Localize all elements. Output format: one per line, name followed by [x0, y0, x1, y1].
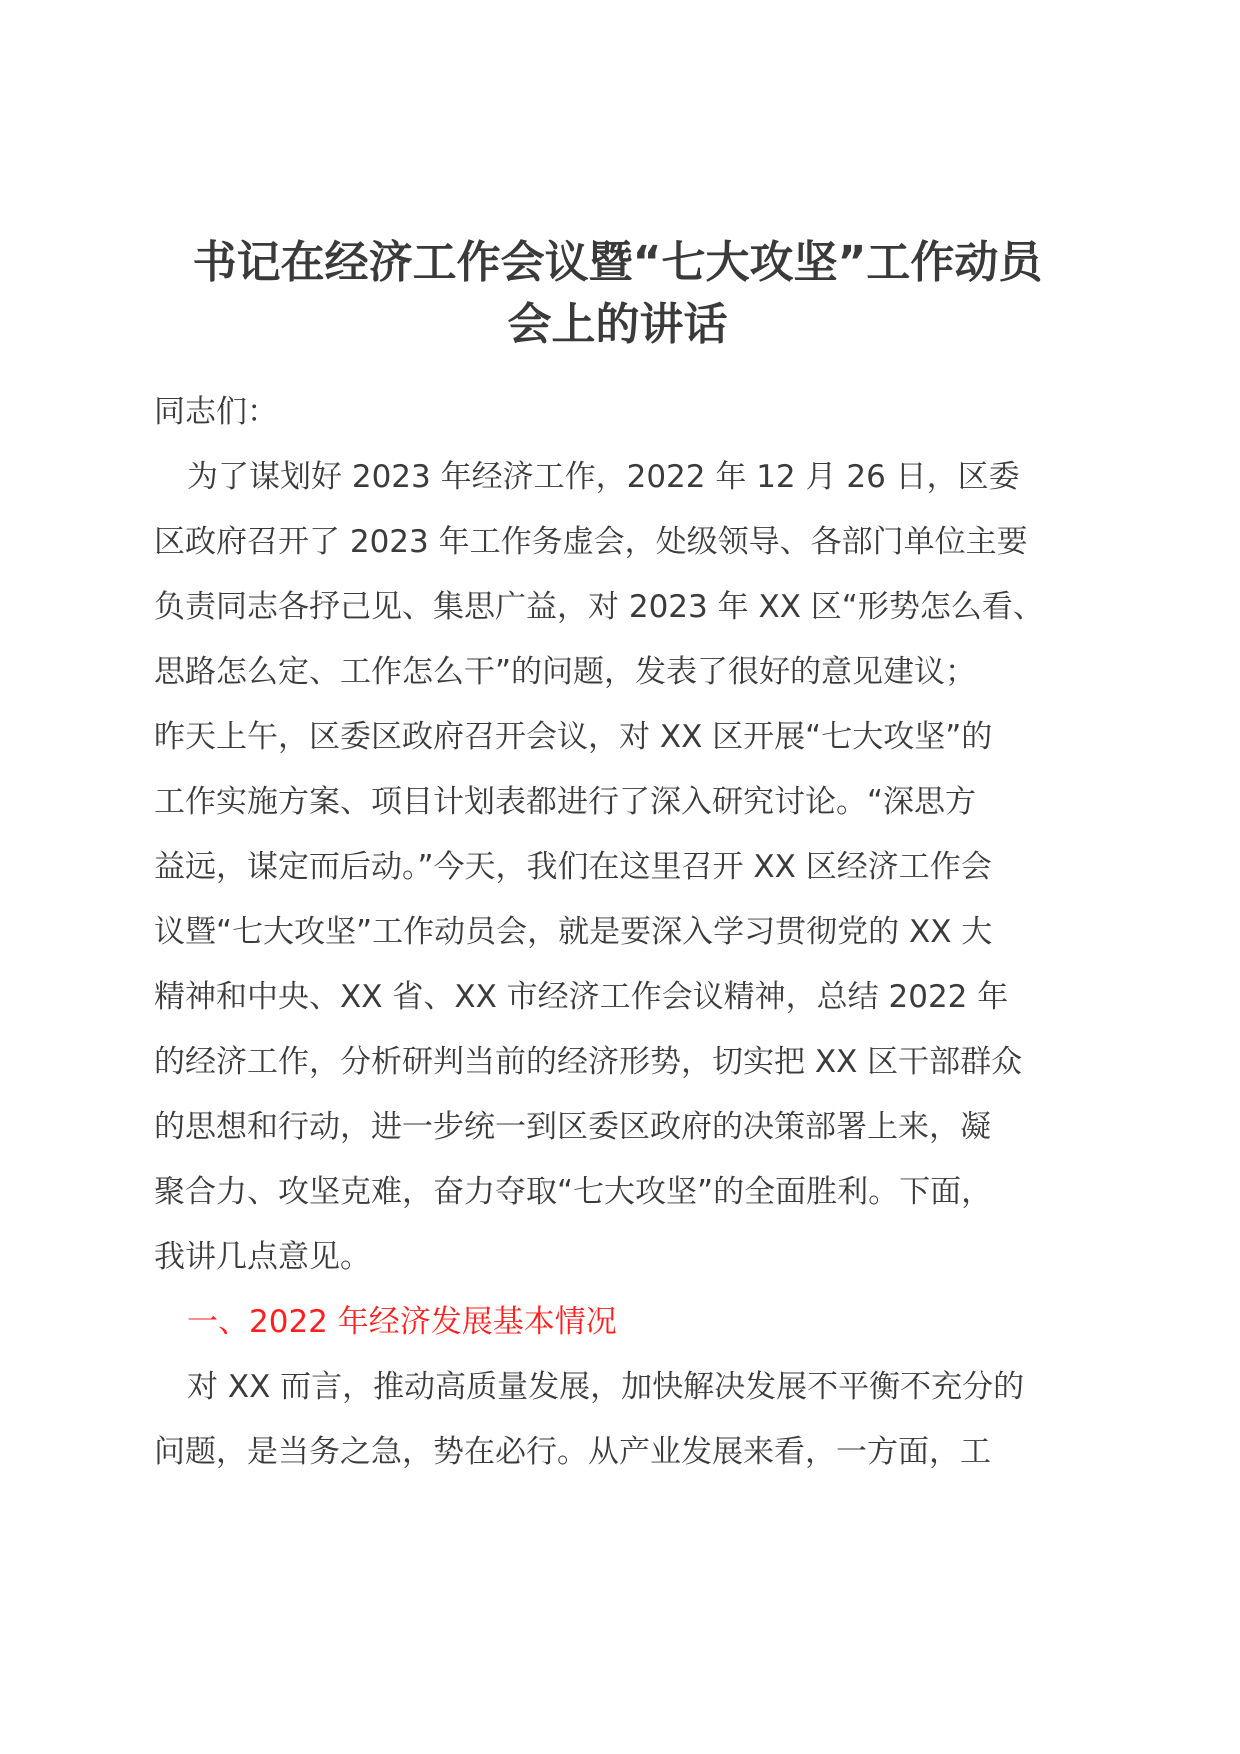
section-heading-text: 一、2022 年经济发展基本情况 — [187, 1304, 617, 1340]
paragraph-1 — [154, 445, 1094, 1290]
paragraph-1-line: 的经济工作，分析研判当前的经济形势，切实把 XX 区干部群众 — [154, 1044, 1023, 1080]
paragraph-1-line: 我讲几点意见。 — [154, 1239, 371, 1275]
paragraph-2 — [154, 1355, 1094, 1485]
title-line-2: 会上的讲话 — [507, 299, 728, 350]
paragraph-1-line: 昨天上午，区委区政府召开会议，对 XX 区开展“七大攻坚”的 — [154, 719, 993, 755]
paragraph-1-line: 区政府召开了 2023 年工作务虚会，处级领导、各部门单位主要 — [154, 524, 1028, 560]
document-body — [154, 380, 1094, 1485]
paragraph-1-line: 精神和中央、XX 省、XX 市经济工作会议精神，总结 2022 年 — [154, 979, 1009, 1015]
paragraph-1-line: 益远，谋定而后动。”今天，我们在这里召开 XX 区经济工作会 — [154, 849, 992, 885]
paragraph-1-line: 聚合力、攻坚克难，奋力夺取“七大攻坚”的全面胜利。下面， — [154, 1174, 993, 1210]
paragraph-1-line: 工作实施方案、项目计划表都进行了深入研究讨论。“深思方 — [154, 784, 977, 820]
title-line-1: 书记在经济工作会议暨“七大攻坚”工作动员 — [192, 237, 1043, 288]
section-heading-1 — [154, 1290, 1094, 1355]
salutation-text: 同志们： — [154, 394, 278, 430]
paragraph-1-line: 为了谋划好 2023 年经济工作，2022 年 12 月 26 日，区委 — [187, 459, 1020, 495]
salutation — [154, 380, 1094, 445]
paragraph-2-line: 对 XX 而言，推动高质量发展，加快解决发展不平衡不充分的 — [187, 1369, 1025, 1405]
paragraph-1-line: 负责同志各抒己见、集思广益，对 2023 年 XX 区“形势怎么看、 — [154, 589, 1044, 625]
document-title — [150, 232, 1085, 356]
paragraph-1-line: 思路怎么定、工作怎么干”的问题，发表了很好的意见建议； — [154, 654, 977, 690]
paragraph-2-line: 问题，是当务之急，势在必行。从产业发展来看，一方面，工 — [154, 1434, 991, 1470]
paragraph-1-line: 的思想和行动，进一步统一到区委区政府的决策部署上来，凝 — [154, 1109, 991, 1145]
paragraph-1-line: 议暨“七大攻坚”工作动员会，就是要深入学习贯彻党的 XX 大 — [154, 914, 993, 950]
